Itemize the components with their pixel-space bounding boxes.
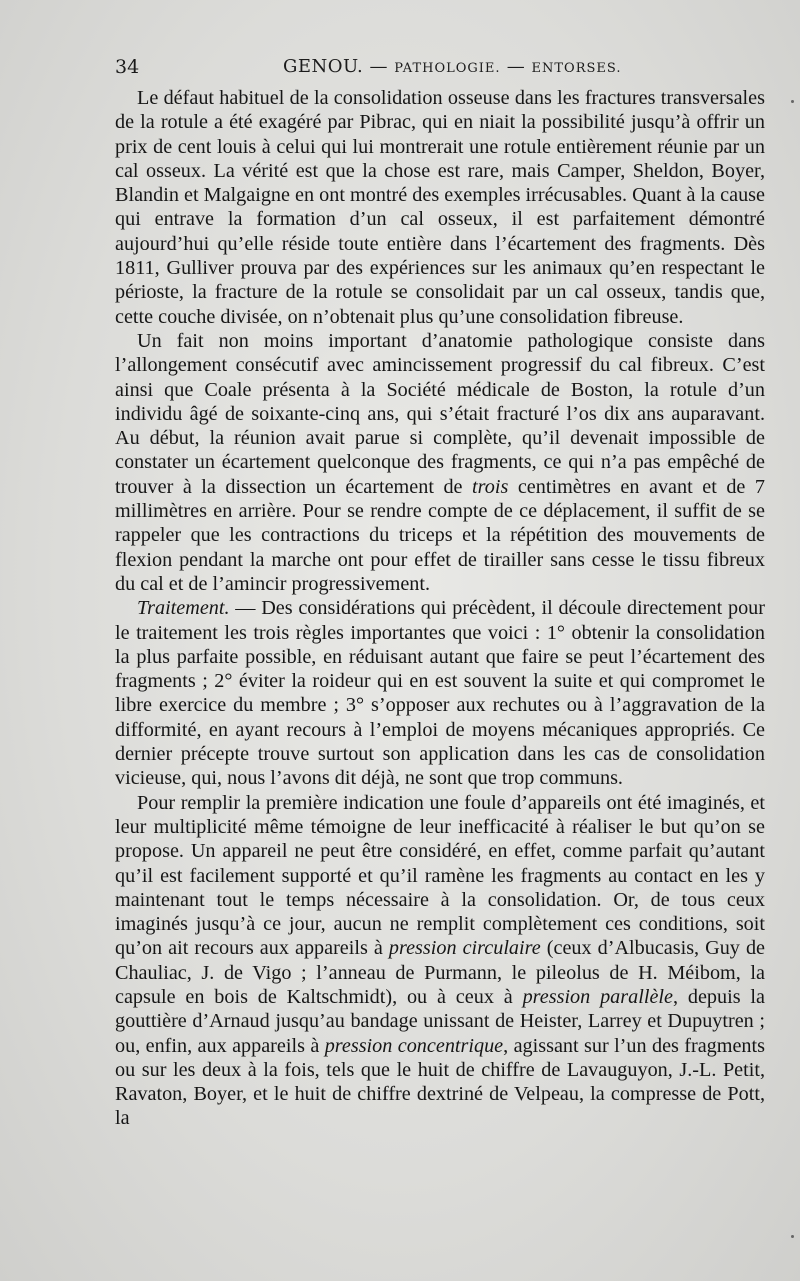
- paragraph-4-text-b: (ceux d’Albucasis, Guy de Chauliac, J. de Vigo ; l’anneau de Purmann, le pileolus de H. Méibom, la capsule en bois de Kaltschmidt), ou à ceux à: [115, 937, 765, 1008]
- running-head-title: [283, 56, 621, 77]
- header-author: GENOU.: [283, 56, 364, 77]
- paragraph-4-italic-a: pression circulaire: [388, 937, 541, 960]
- paragraph-2: [115, 329, 765, 596]
- header-dash-1: —: [363, 56, 395, 77]
- paragraph-4-text-c: , depuis la gouttière d’Arnaud jusqu’au bandage unissant de Heister, Larrey et Dupuytren ; ou, enfin, aux appareils à: [115, 985, 765, 1057]
- paragraph-3-text: — Des considérations qui précèdent, il découle directement pour le traitement les trois règles importantes que voici : 1° obtenir la consolidation la plus parfaite possible, en réduisant autant que faire se peut l’écartement des fragments ; 2° éviter la roideur qui en est souvent la suite et qui compromet le libre exercice du membre ; 3° s’opposer aux rechutes ou à l’aggravation de la difformité, en ayant recours à l’emploi de moyens mécaniques appropriés. Ce dernier précepte trouve surtout son application dans les cas de consolidation vicieuse, qui, nous l’avons dit déjà, ne sont que trop communs.: [115, 597, 765, 790]
- paragraph-2-italic: trois: [472, 475, 509, 498]
- paragraph-4-text-a: Pour remplir la première indication une foule d’appareils ont été imaginés, et leur multiplicité même témoigne de leur inefficacité à réaliser le but qu’on se propose. Un appareil ne peut être considéré, en effet, comme parfait qu’autant qu’il est facilement supporté et qu’il ramène les fragments au contact en les y maintenant tout le temps nécessaire à la consolidation. Or, de tous ceux imaginés jusqu’à ce jour, aucun ne remplit complètement ces conditions, soit qu’on ait recours aux appareils à: [115, 791, 765, 960]
- page-number: 34: [115, 56, 140, 78]
- paragraph-2-text-b: centimètres en avant et de 7 millimètres en arrière. Pour se rendre compte de ce déplacement, il suffit de se rappeler que les contractions du triceps et la répétition des mouvements de flexion pendant la marche ont pour effet de tirailler sans cesse le tissu fibreux du cal et de l’amincir progressivement.: [115, 475, 766, 595]
- running-header: [115, 56, 765, 80]
- paragraph-1-text: Le défaut habituel de la consolidation osseuse dans les fractures transversales de la rotule a été exagéré par Pibrac, qui en niait la possibilité jusqu’à offrir un prix de cent louis à celui qui lui montrerait une rotule entièrement réunie par un cal osseux. La vérité est que la chose est rare, mais Camper, Sheldon, Boyer, Blandin et Malgaigne en ont montré des exemples irrécusables. Quant à la cause qui entrave la formation d’un cal osseux, il est parfaitement démontré aujourd’hui qu’elle réside toute entière dans l’écartement des fragments. Dès 1811, Gulliver prouva par des expériences sur les animaux qu’en respectant le périoste, la fracture de la rotule se consolidait par un cal osseux, tandis que, cette couche divisée, on n’obtenait plus qu’une consolidation fibreuse.: [115, 87, 765, 328]
- paragraph-1: [115, 86, 765, 329]
- body-text: [115, 86, 765, 1131]
- paragraph-4-italic-b: pression parallèle: [522, 985, 673, 1008]
- header-subsection: ENTORSES.: [531, 61, 622, 76]
- page-edge-mark: [791, 1235, 794, 1238]
- paragraph-2-text-a: Un fait non moins important d’anatomie pathologique consiste dans l’allongement consécutif avec amincissement progressif du cal fibreux. C’est ainsi que Coale présenta à la Société médicale de Boston, la rotule d’un individu âgé de soixante-cinq ans, qui s’était fracturé l’os dix ans auparavant. Au début, la réunion avait parue si complète, qu’il devenait impossible de constater un écartement quelconque des fragments, ce qui n’a pas empêché de trouver à la dissection un écartement de: [115, 329, 765, 498]
- header-section: PATHOLOGIE.: [394, 61, 501, 76]
- treatment-heading: Traitement.: [137, 597, 230, 620]
- paragraph-4: [115, 791, 765, 1131]
- header-dash-2: —: [500, 56, 532, 77]
- page-edge-mark: [791, 100, 794, 103]
- paragraph-3: [115, 596, 765, 790]
- paragraph-4-text-d: , agissant sur l’un des fragments ou sur les deux à la fois, tels que le huit de chiffre de Lavauguyon, J.-L. Petit, Ravaton, Boyer, et le huit de chiffre dextriné de Velpeau, la compresse de Pott, la: [115, 1034, 765, 1130]
- paragraph-4-italic-c: pression concentrique: [324, 1034, 504, 1057]
